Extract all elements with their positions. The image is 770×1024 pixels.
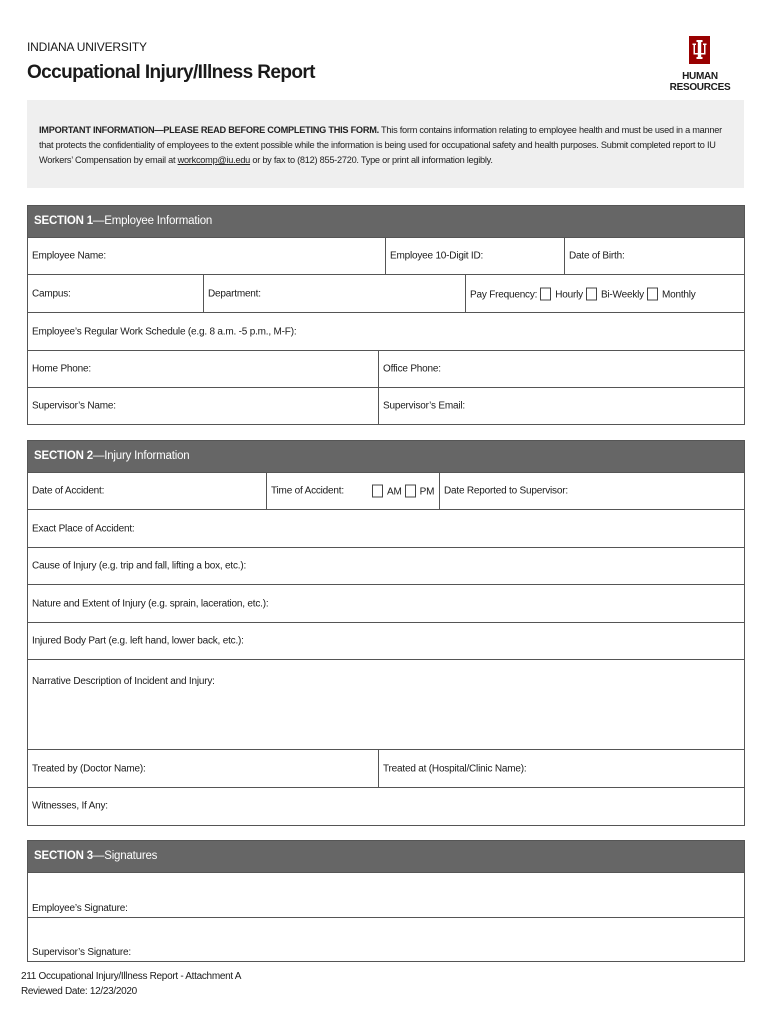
exact-place-label: Exact Place of Accident: (32, 523, 135, 534)
treated-by-field[interactable] (28, 750, 378, 787)
employee-id-label: Employee 10-Digit ID: (390, 250, 484, 262)
supervisor-signature-field[interactable] (28, 918, 744, 961)
date-of-accident-label: Date of Accident: (32, 485, 105, 497)
nature-of-injury-field[interactable] (28, 585, 744, 622)
monthly-checkbox[interactable] (647, 287, 658, 300)
cause-row (28, 547, 744, 584)
section-1-number: SECTION 1 (34, 215, 93, 227)
section-signatures (27, 840, 745, 962)
office-phone-label: Office Phone: (383, 363, 441, 375)
employee-id-field[interactable] (385, 238, 564, 274)
employee-name-row (28, 237, 744, 274)
treated-by-label: Treated by (Doctor Name): (32, 763, 146, 774)
university-name: INDIANA UNIVERSITY (27, 40, 147, 54)
nature-row (28, 584, 744, 622)
time-of-accident-field[interactable] (266, 473, 439, 509)
campus-field[interactable] (28, 275, 203, 312)
section-3-name: —Signatures (92, 850, 158, 862)
employee-signature-row (28, 872, 744, 917)
treated-at-label: Treated at (Hospital/Clinic Name): (383, 763, 527, 774)
notice-text-2: or by fax to (812) 855-2720. Type or print all information legibly. (250, 155, 493, 165)
narrative-field[interactable] (28, 660, 744, 749)
pm-label: PM (419, 486, 435, 498)
pm-checkbox[interactable] (405, 485, 416, 498)
campus-row (28, 274, 744, 312)
treated-at-field[interactable] (378, 750, 744, 787)
important-notice (27, 100, 744, 188)
section-3-number: SECTION 3 (34, 850, 93, 862)
iu-logo (660, 36, 740, 93)
supervisor-signature-row (28, 917, 744, 961)
injured-body-part-field[interactable] (28, 623, 744, 659)
pay-frequency-label: Pay Frequency: (470, 289, 538, 300)
work-schedule-label: Employee’s Regular Work Schedule (e.g. 8 a.m. -5 p.m., M-F): (32, 326, 297, 337)
section-1-name: —Employee Information (92, 215, 213, 227)
supervisor-name-field[interactable] (28, 388, 378, 424)
pay-frequency-group (470, 287, 696, 300)
biweekly-label: Bi-Weekly (600, 289, 644, 300)
witnesses-row (28, 787, 744, 824)
section-3-header (28, 841, 744, 872)
witnesses-label: Witnesses, If Any: (32, 800, 108, 812)
body-part-row (28, 622, 744, 659)
iu-trident-icon (689, 36, 710, 64)
footer-document-title: 211 Occupational Injury/Illness Report - Attachment A (21, 971, 242, 982)
office-phone-field[interactable] (378, 351, 744, 387)
department-field[interactable] (203, 275, 465, 312)
footer (21, 969, 241, 999)
date-of-accident-field[interactable] (28, 473, 266, 509)
hourly-label: Hourly (555, 289, 583, 300)
supervisor-row (28, 387, 744, 424)
footer-reviewed-date: Reviewed Date: 12/23/2020 (21, 986, 137, 997)
section-employee-information (27, 205, 745, 425)
section-2-header (28, 441, 744, 472)
workcomp-email-link[interactable]: workcomp@iu.edu (177, 155, 251, 165)
home-phone-field[interactable] (28, 351, 378, 387)
employee-signature-label: Employee’s Signature: (32, 903, 128, 914)
date-of-birth-label: Date of Birth: (569, 250, 625, 262)
home-phone-label: Home Phone: (32, 363, 91, 375)
narrative-row (28, 659, 744, 749)
employee-signature-field[interactable] (28, 873, 744, 917)
hourly-checkbox[interactable] (540, 287, 551, 300)
work-schedule-field[interactable] (28, 313, 744, 350)
exact-place-row (28, 509, 744, 547)
witnesses-field[interactable] (28, 788, 744, 824)
page-title: Occupational Injury/Illness Report (27, 62, 315, 83)
exact-place-field[interactable] (28, 510, 744, 547)
employee-name-field[interactable] (28, 238, 385, 274)
am-pm-group (369, 485, 434, 498)
section-1-header (28, 206, 744, 237)
supervisor-email-label: Supervisor’s Email: (383, 400, 465, 412)
nature-of-injury-label: Nature and Extent of Injury (e.g. sprain, laceration, etc.): (32, 598, 269, 609)
campus-label: Campus: (32, 288, 71, 299)
cause-of-injury-field[interactable] (28, 548, 744, 584)
treated-row (28, 749, 744, 787)
employee-name-label: Employee Name: (32, 250, 106, 262)
am-label: AM (387, 486, 402, 498)
date-reported-field[interactable] (439, 473, 744, 509)
time-of-accident-label: Time of Accident: (271, 485, 344, 497)
date-reported-label: Date Reported to Supervisor: (444, 485, 568, 497)
human-resources-label: HUMAN RESOURCES (669, 71, 731, 93)
schedule-row (28, 312, 744, 350)
pay-frequency-field (465, 275, 744, 312)
notice-heading: IMPORTANT INFORMATION—PLEASE READ BEFORE COMPLETING THIS FORM. (39, 125, 379, 135)
narrative-label: Narrative Description of Incident and Injury: (32, 676, 215, 687)
supervisor-name-label: Supervisor’s Name: (32, 400, 116, 412)
cause-of-injury-label: Cause of Injury (e.g. trip and fall, lifting a box, etc.): (32, 560, 247, 572)
accident-date-row (28, 472, 744, 509)
monthly-label: Monthly (661, 289, 696, 300)
department-label: Department: (208, 288, 261, 299)
phone-row (28, 350, 744, 387)
injured-body-part-label: Injured Body Part (e.g. left hand, lower back, etc.): (32, 635, 244, 647)
date-of-birth-field[interactable] (564, 238, 744, 274)
section-2-name: —Injury Information (92, 450, 190, 462)
am-checkbox[interactable] (372, 485, 383, 498)
supervisor-email-field[interactable] (378, 388, 744, 424)
biweekly-checkbox[interactable] (586, 287, 597, 300)
supervisor-signature-label: Supervisor’s Signature: (32, 947, 131, 958)
section-2-number: SECTION 2 (34, 450, 93, 462)
notice-text-1: This form contains information relating to employee health and must be used in a manner that protects the confidentiality of employees to the extent possible while the information is being used for occupational safety and health purposes. Submit completed report to IU Workers’ Compensation by email at (39, 125, 722, 165)
section-injury-information (27, 440, 745, 826)
